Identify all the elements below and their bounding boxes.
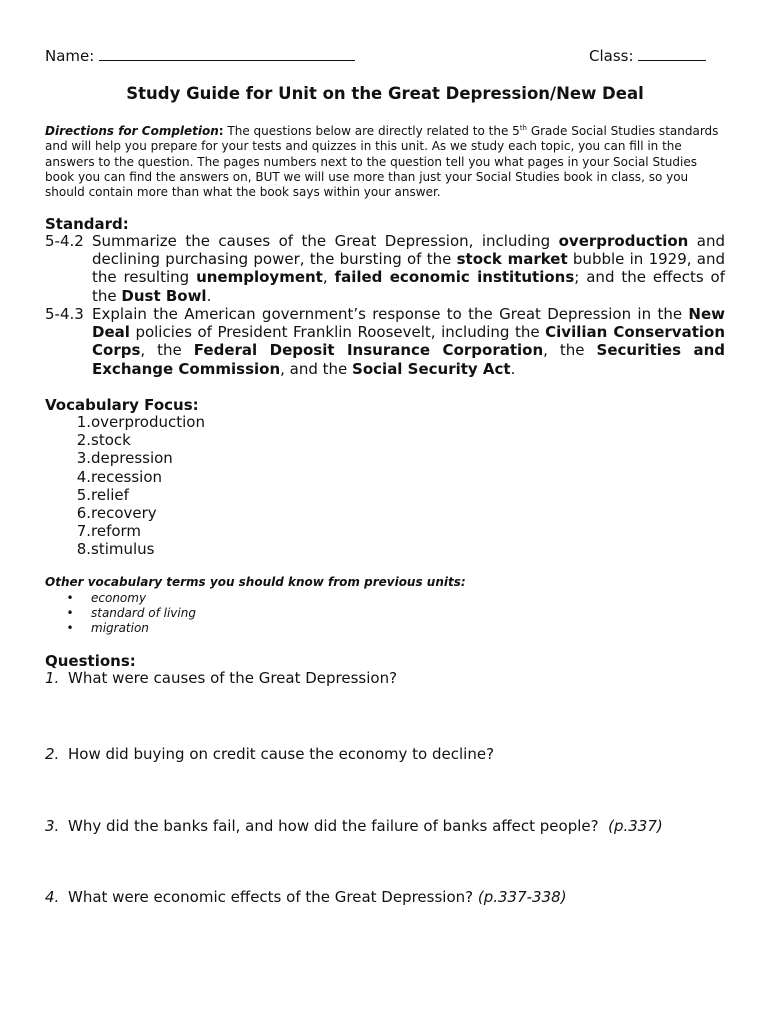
- question-text: Why did the banks fail, and how did the failure of banks affect people? (p.337): [68, 817, 663, 835]
- standard-text: Explain the American government’s response to the Great Depression in the New Deal policies of President Franklin Roosevelt, including the Civilian Conservation Corps, the Federal Deposit Insurance Corporation, the Securities and Exchange Commission, and the Social Security Act.: [92, 305, 726, 378]
- question-text: How did buying on credit cause the economy to decline?: [68, 745, 495, 763]
- directions-paragraph: [45, 124, 725, 200]
- list-item: 8. stimulus: [76, 540, 155, 559]
- list-item: • economy: [45, 591, 196, 606]
- standard-number: 5-4.2: [45, 232, 84, 250]
- page-title: Study Guide for Unit on the Great Depression/New Deal: [126, 84, 644, 103]
- class-blank[interactable]: [638, 46, 706, 61]
- standard-number: 5-4.3: [45, 305, 84, 323]
- list-item: • migration: [45, 621, 196, 636]
- directions-superscript: th: [519, 124, 527, 132]
- question-number: 2.: [45, 745, 60, 763]
- page-reference: (p.337): [608, 817, 663, 835]
- question-number: 1.: [45, 669, 60, 687]
- question-number: 3.: [45, 817, 60, 835]
- directions-text-1: The questions below are directly related to the 5: [223, 124, 520, 138]
- list-item: 6. recovery: [76, 504, 157, 523]
- vocabulary-heading: Vocabulary Focus:: [45, 396, 199, 414]
- bullet-icon: •: [66, 606, 74, 621]
- vocabulary-list: [45, 413, 205, 559]
- name-blank[interactable]: [99, 46, 355, 61]
- class-field-line: [589, 46, 706, 65]
- list-item: 4. recession: [76, 467, 163, 486]
- questions-heading: Questions:: [45, 652, 136, 670]
- question-item: [45, 745, 494, 763]
- standard-item: [45, 232, 725, 305]
- directions-colon: :: [218, 124, 224, 138]
- directions-text-2: Grade Social Studies standards and will help you prepare for your tests and quizzes in this unit. As we study each topic, you can fill in the answers to the question. The pages numbers next to the question tell you what pages in your Social Studies book you can find the answers on, BUT we will use more than just your Social Studies book in class, so you should contain more than what the book says within your answer.: [45, 124, 719, 200]
- list-item: 5. relief: [76, 485, 129, 504]
- question-item: [45, 817, 663, 835]
- list-item: 7. reform: [76, 522, 142, 541]
- directions-label: Directions for Completion: [45, 124, 219, 138]
- question-text: What were causes of the Great Depression?: [68, 669, 398, 687]
- list-item: 1. overproduction: [76, 413, 205, 431]
- other-vocabulary-list: [45, 591, 196, 637]
- standard-item: [45, 305, 725, 378]
- list-item: • standard of living: [45, 606, 196, 621]
- bullet-icon: •: [66, 621, 74, 636]
- bullet-icon: •: [66, 591, 74, 605]
- list-item: 3. depression: [76, 449, 173, 468]
- standard-heading: Standard:: [45, 215, 129, 233]
- other-vocabulary-heading: Other vocabulary terms you should know from previous units:: [45, 575, 466, 589]
- class-label: Class:: [589, 47, 634, 65]
- question-item: [45, 888, 567, 906]
- question-number: 4.: [45, 888, 60, 906]
- name-field-line: [45, 46, 355, 65]
- name-label: Name:: [45, 47, 95, 65]
- list-item: 2. stock: [76, 431, 131, 450]
- question-text: What were economic effects of the Great Depression? (p.337-338): [68, 888, 567, 906]
- page-reference: (p.337-338): [477, 888, 567, 906]
- question-item: [45, 669, 397, 687]
- standard-text: Summarize the causes of the Great Depression, including overproduction and declining purchasing power, the bursting of the stock market bubble in 1929, and the resulting unemployment, failed economic institutions; and the effects of the Dust Bowl.: [92, 232, 726, 305]
